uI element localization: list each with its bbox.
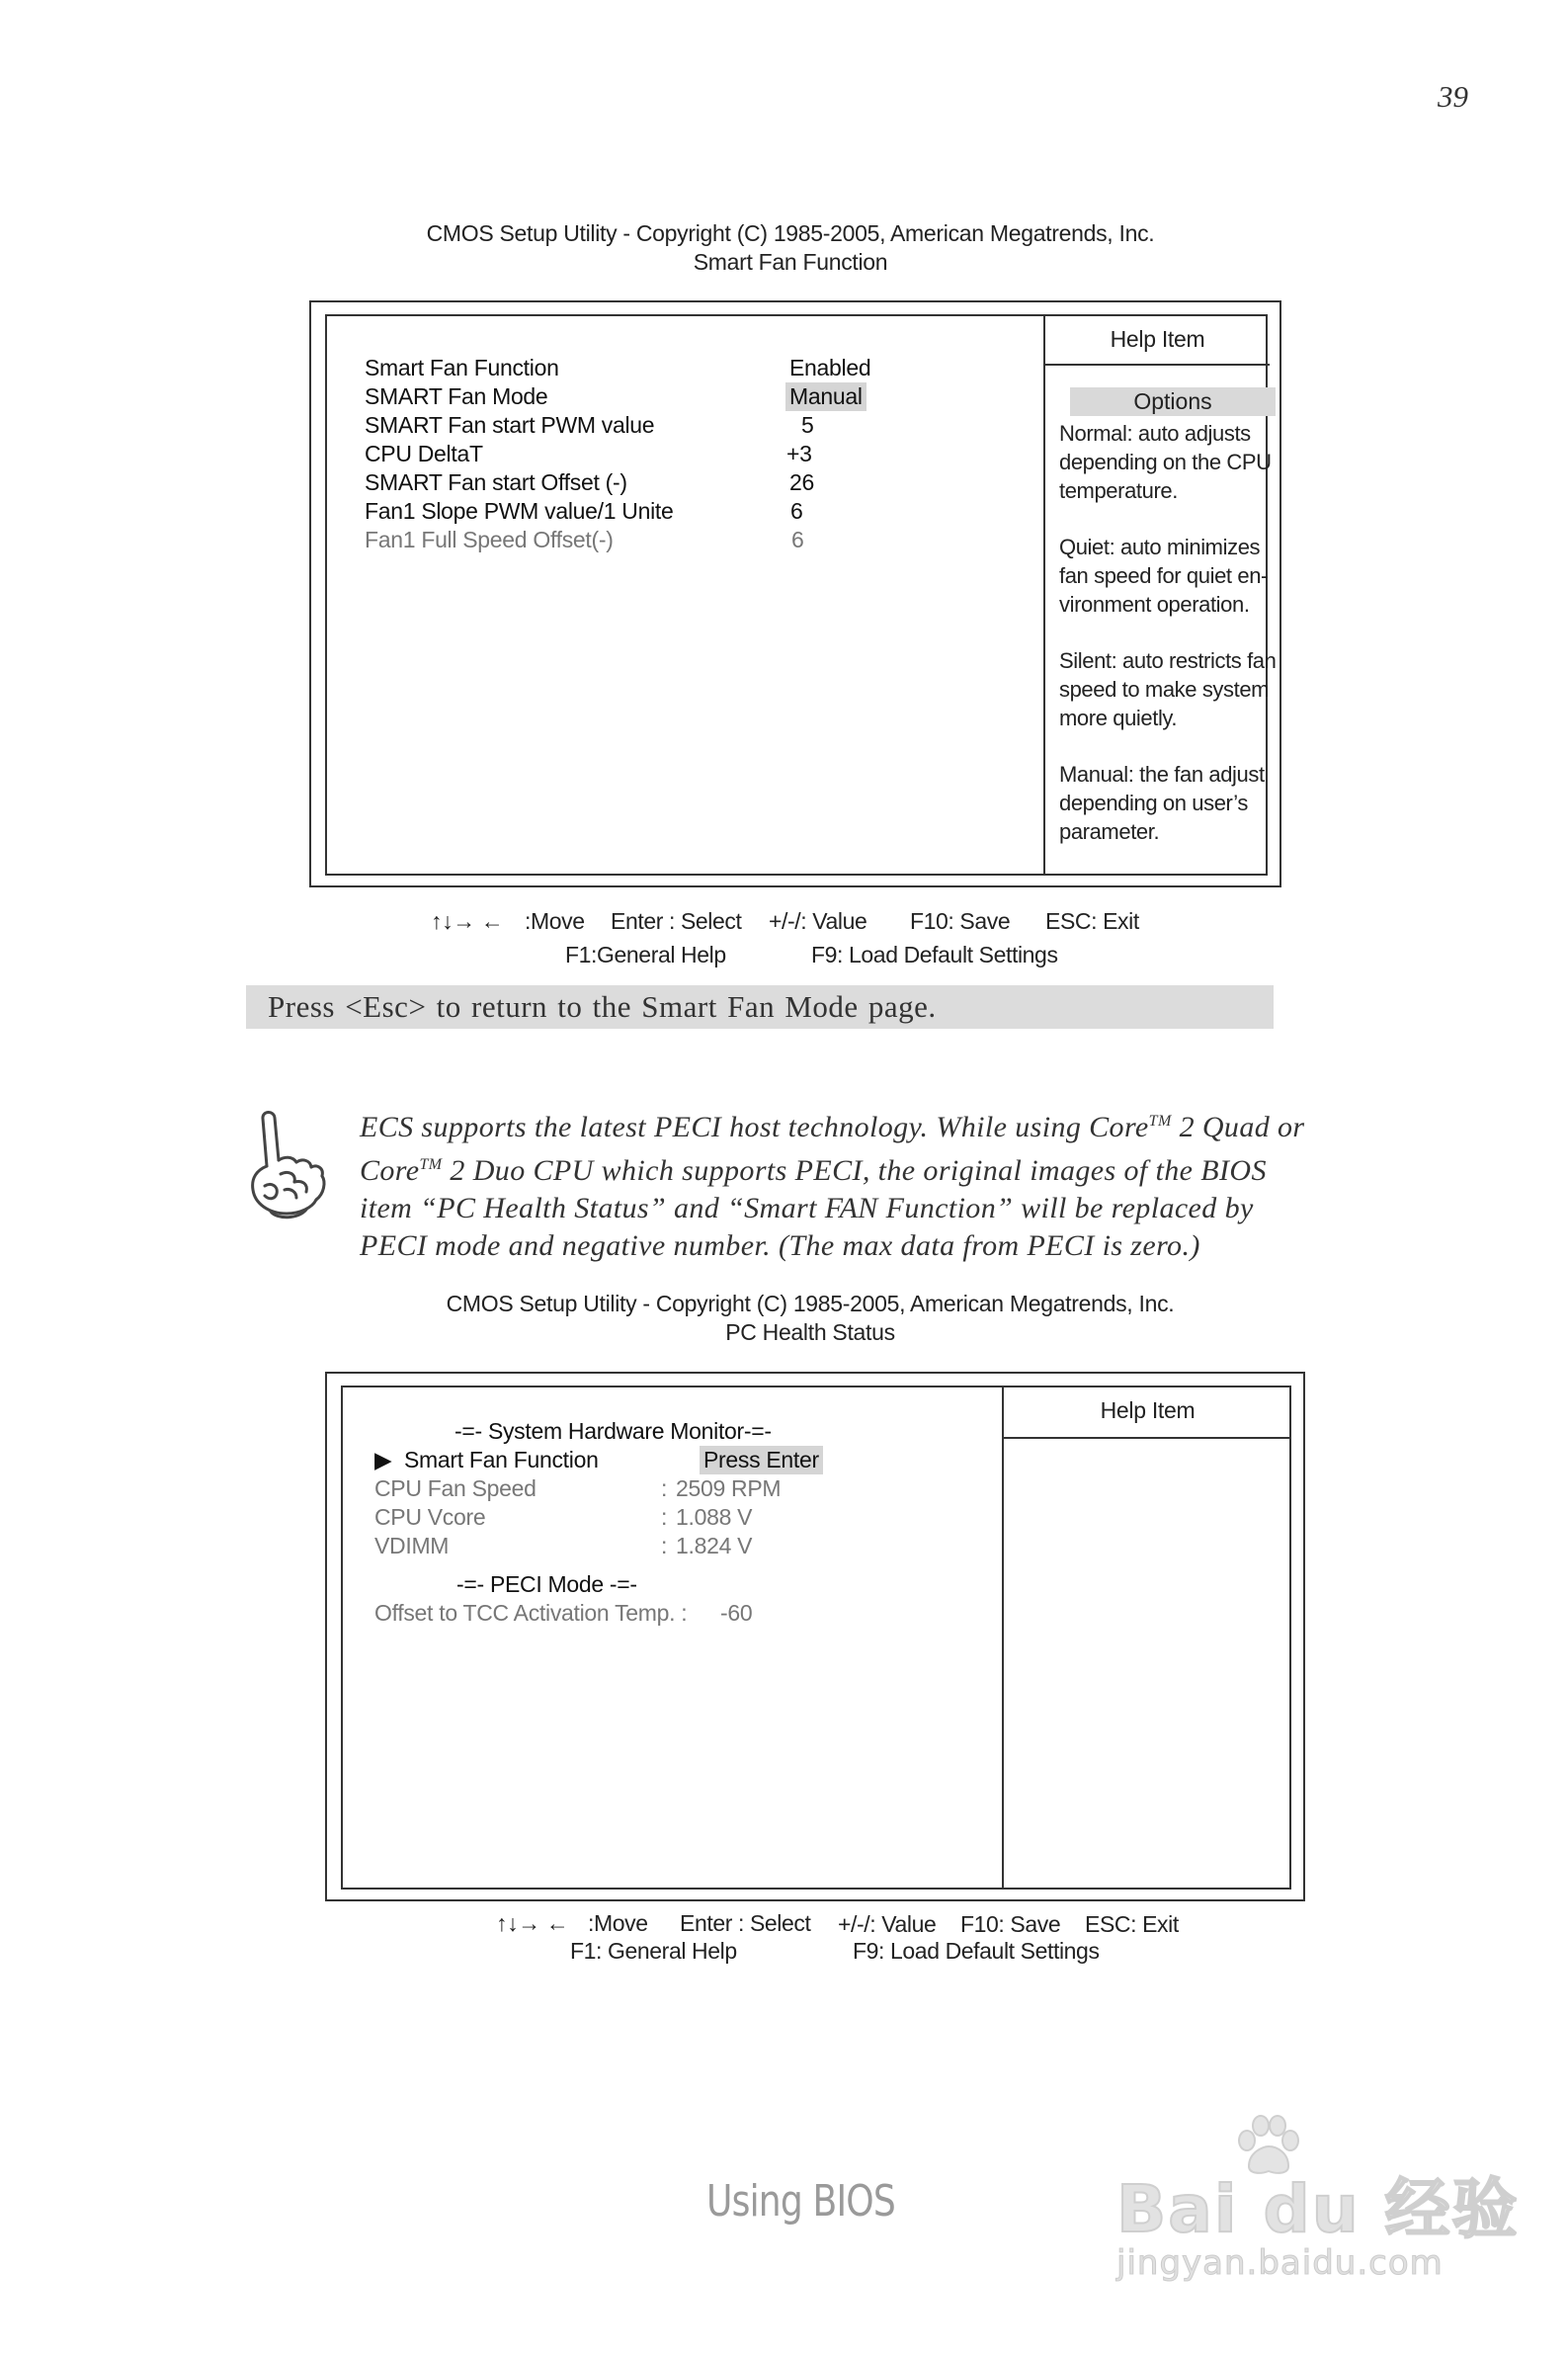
monitor-label: CPU Vcore	[374, 1504, 486, 1530]
submenu-value[interactable]: Press Enter	[700, 1446, 823, 1474]
page-number: 39	[1438, 79, 1468, 114]
screen1-key-arrows: ↑↓→ ←	[431, 908, 504, 934]
screen1-key-value: +/-/: Value	[769, 908, 867, 934]
screen1-help-panel	[1043, 316, 1277, 874]
screen2-key-help: F1: General Help	[570, 1938, 737, 1964]
monitor-value: 2509 RPM	[676, 1475, 782, 1501]
screen2-key-defaults: F9: Load Default Settings	[853, 1938, 1100, 1964]
options-label: Options	[1070, 387, 1276, 416]
setting-value[interactable]: Enabled	[789, 355, 871, 380]
screen1-key-exit: ESC: Exit	[1045, 908, 1139, 934]
help-text-quiet: Quiet: auto minimizes fan speed for quiet en-vironment operation.	[1059, 535, 1268, 617]
screen2-copyright: CMOS Setup Utility - Copyright (C) 1985-2005, American Megatrends, Inc.	[446, 1291, 1175, 1316]
note-line-4: PECI mode and negative number. (The max data from PECI is zero.)	[360, 1229, 1200, 1262]
screen2-key-select: Enter : Select	[680, 1910, 811, 1936]
screen1-key-defaults: F9: Load Default Settings	[811, 942, 1058, 967]
screen1-key-select: Enter : Select	[611, 908, 742, 934]
press-esc-note: Press <Esc> to return to the Smart Fan Mode page.	[246, 985, 1274, 1029]
section-header-peci-mode: -=- PECI Mode -=-	[456, 1571, 637, 1597]
help-title: Help Item	[1100, 1397, 1196, 1423]
screen1-title: Smart Fan Function	[693, 249, 888, 275]
setting-label: Smart Fan Function	[365, 355, 559, 380]
peci-note	[360, 1103, 1377, 1265]
help-title: Help Item	[1110, 326, 1205, 352]
monitor-separator: :	[661, 1533, 668, 1558]
screen1-bios-frame	[309, 300, 1281, 887]
monitor-label: CPU Fan Speed	[374, 1475, 536, 1501]
setting-label: SMART Fan start PWM value	[365, 412, 655, 438]
screen1-key-move: :Move	[525, 908, 585, 934]
screen2-title: PC Health Status	[725, 1319, 895, 1345]
monitor-separator: :	[661, 1504, 668, 1530]
footer-section-title: Using BIOS	[706, 2176, 895, 2227]
screen2-key-exit: ESC: Exit	[1085, 1911, 1179, 1937]
help-text-silent: Silent: auto restricts fan speed to make system more quietly.	[1059, 648, 1277, 730]
note-line-2-part-a: Core	[360, 1154, 420, 1187]
screen1-inner-frame	[325, 314, 1277, 876]
setting-value[interactable]: 6	[790, 498, 803, 524]
trademark-mark: TM	[419, 1156, 443, 1173]
setting-label: CPU DeltaT	[365, 441, 483, 466]
setting-value[interactable]: +3	[786, 441, 812, 466]
note-line-1-part-b: 2 Quad or	[1171, 1111, 1305, 1143]
screen1-key-help: F1:General Help	[565, 942, 726, 967]
help-text-manual: Manual: the fan adjust depending on user’s parameter.	[1059, 762, 1265, 844]
screen2-key-move: :Move	[588, 1910, 648, 1936]
watermark-url: jingyan.baidu.com	[1116, 2243, 1444, 2283]
note-line-1-part-a: ECS supports the latest PECI host technology. While using Core	[360, 1111, 1149, 1143]
screen2-help-panel	[1002, 1387, 1291, 1888]
peci-offset-value: -60	[720, 1600, 753, 1626]
setting-value[interactable]: 5	[801, 412, 814, 438]
setting-value-selected[interactable]: Manual	[785, 382, 867, 411]
setting-label: Fan1 Full Speed Offset(-)	[365, 527, 614, 552]
screen2-bios-frame	[325, 1372, 1305, 1901]
setting-label: SMART Fan Mode	[365, 383, 548, 409]
help-divider	[1045, 364, 1270, 366]
pointing-hand-icon	[241, 1105, 340, 1223]
note-line-3: item “PC Health Status” and “Smart FAN Function” will be replaced by	[360, 1192, 1254, 1224]
trademark-mark: TM	[1148, 1113, 1172, 1130]
setting-value[interactable]: 6	[791, 527, 804, 552]
screen2-inner-frame	[341, 1386, 1291, 1890]
note-line-1	[360, 1103, 1377, 1146]
help-text-normal: Normal: auto adjusts depending on the CPU temperature.	[1059, 421, 1272, 503]
note-line-2-part-b: 2 Duo CPU which supports PECI, the original images of the BIOS	[442, 1154, 1267, 1187]
screen1-caption	[326, 219, 1255, 277]
watermark-brand: Bai du 经验	[1116, 2171, 1520, 2247]
submenu-label: Smart Fan Function	[404, 1447, 599, 1472]
baidu-watermark	[1116, 2115, 1531, 2293]
screen2-caption	[395, 1290, 1225, 1347]
screen2-key-save: F10: Save	[960, 1911, 1061, 1937]
monitor-separator: :	[661, 1475, 668, 1501]
peci-offset-label: Offset to TCC Activation Temp. :	[374, 1600, 688, 1626]
monitor-value: 1.824 V	[676, 1533, 753, 1558]
section-header-hardware-monitor: -=- System Hardware Monitor-=-	[454, 1418, 772, 1444]
screen2-key-value: +/-/: Value	[838, 1911, 937, 1937]
monitor-value: 1.088 V	[676, 1504, 753, 1530]
setting-value[interactable]: 26	[789, 469, 814, 495]
screen1-key-save: F10: Save	[910, 908, 1011, 934]
note-line-2	[360, 1146, 1377, 1190]
triangle-right-icon: ▶	[374, 1447, 392, 1472]
screen1-copyright: CMOS Setup Utility - Copyright (C) 1985-2005, American Megatrends, Inc.	[426, 220, 1155, 246]
screen2-key-arrows: ↑↓→ ←	[496, 1910, 569, 1936]
help-divider	[1004, 1437, 1291, 1439]
setting-label: SMART Fan start Offset (-)	[365, 469, 627, 495]
monitor-label: VDIMM	[374, 1533, 450, 1558]
setting-label: Fan1 Slope PWM value/1 Unite	[365, 498, 674, 524]
